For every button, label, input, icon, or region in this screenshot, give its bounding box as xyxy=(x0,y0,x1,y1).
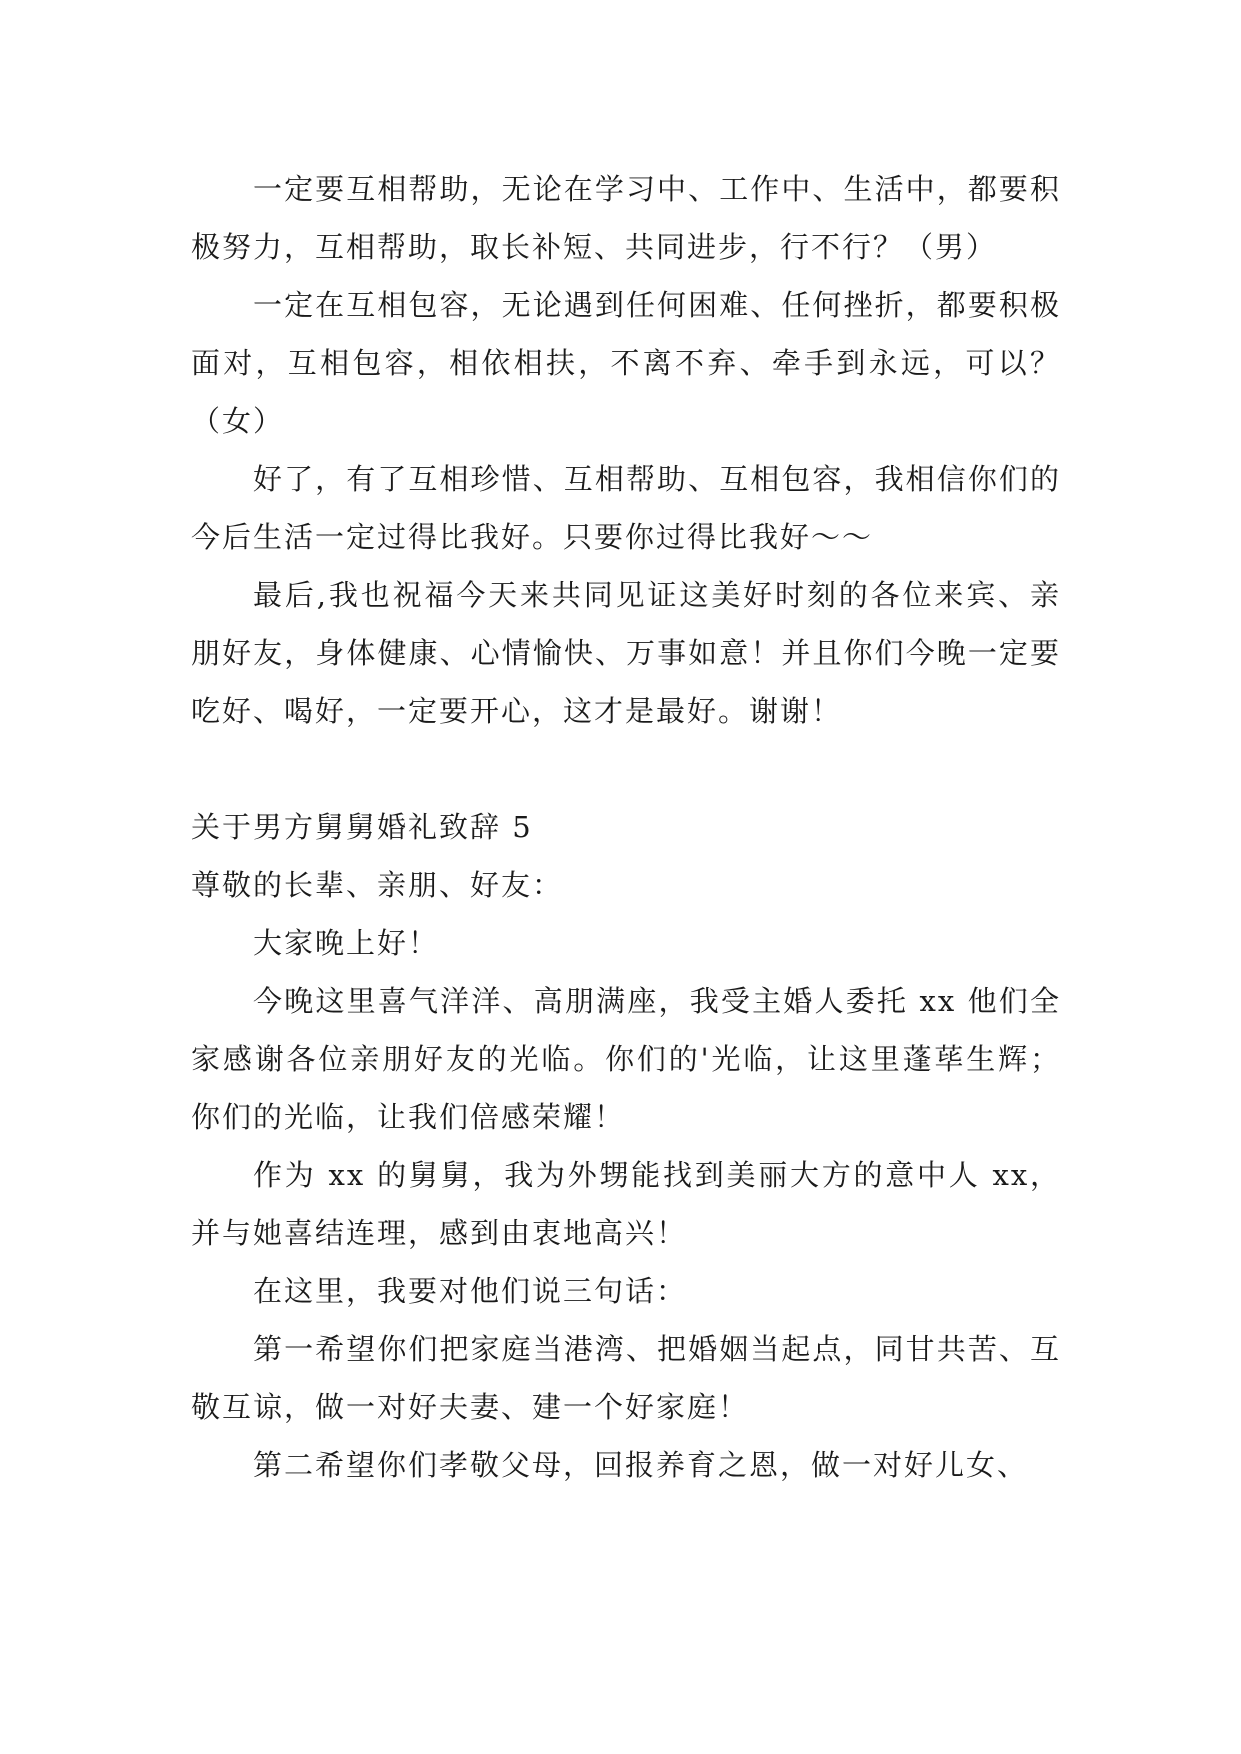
paragraph-first-wish: 第一希望你们把家庭当港湾、把婚姻当起点，同甘共苦、互敬互谅，做一对好夫妻、建一个好家庭！ xyxy=(191,1332,1061,1424)
salutation: 尊敬的长辈、亲朋、好友： xyxy=(191,868,564,902)
paragraph-second-wish: 第二希望你们孝敬父母，回报养育之恩，做一对好儿女、 xyxy=(253,1448,1029,1482)
paragraph-three-words: 在这里，我要对他们说三句话： xyxy=(253,1274,688,1308)
paragraph-mutual-tolerance: 一定在互相包容，无论遇到任何困难、任何挫折，都要积极面对，互相包容，相依相扶，不离不弃、牵手到永远，可以？（女） xyxy=(191,288,1061,438)
paragraph-greeting: 大家晚上好！ xyxy=(253,926,440,960)
document-body xyxy=(191,160,1061,1494)
paragraph-uncle-joy: 作为 xx 的舅舅，我为外甥能找到美丽大方的意中人 xx，并与她喜结连理，感到由衷地高兴！ xyxy=(191,1158,1061,1250)
paragraph-final-blessing: 最后,我也祝福今天来共同见证这美好时刻的各位来宾、亲朋好友，身体健康、心情愉快、万事如意！并且你们今晚一定要吃好、喝好，一定要开心，这才是最好。谢谢！ xyxy=(191,578,1061,728)
paragraph-better-life: 好了，有了互相珍惜、互相帮助、互相包容，我相信你们的今后生活一定过得比我好。只要你过得比我好～～ xyxy=(191,462,1061,554)
section-gap xyxy=(191,740,1061,798)
section-title: 关于男方舅舅婚礼致辞 5 xyxy=(191,810,533,844)
paragraph-thanks: 今晚这里喜气洋洋、高朋满座，我受主婚人委托 xx 他们全家感谢各位亲朋好友的光临。你们的'光临，让这里蓬荜生辉；你们的光临，让我们倍感荣耀！ xyxy=(191,984,1061,1134)
paragraph-mutual-help: 一定要互相帮助，无论在学习中、工作中、生活中，都要积极努力，互相帮助，取长补短、共同进步，行不行？（男） xyxy=(191,172,1061,264)
